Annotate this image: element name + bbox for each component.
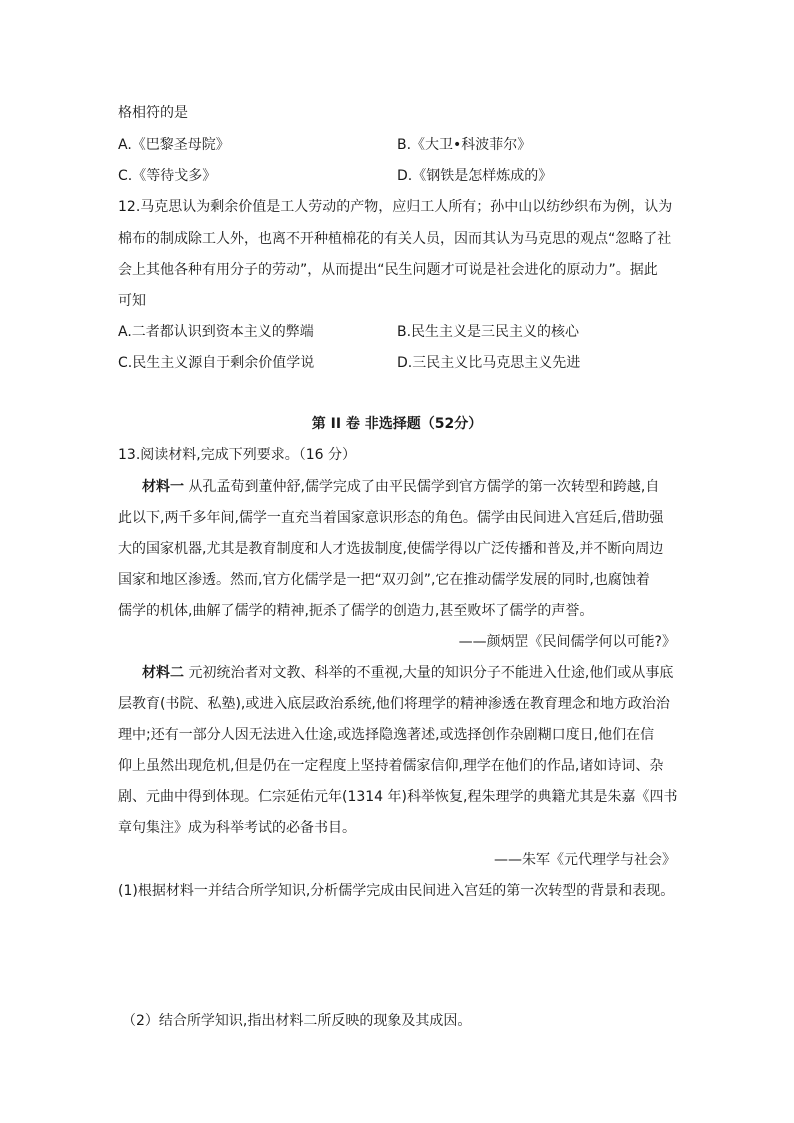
q13-material1-line: 儒学的机体,曲解了儒学的精神,扼杀了儒学的创造力,甚至败坏了儒学的声誉。 bbox=[118, 603, 594, 619]
material1-label: 材料一 bbox=[142, 479, 184, 495]
q11-option-c: C.《等待戈多》 bbox=[118, 168, 217, 184]
q13-stem: 13.阅读材料,完成下列要求。（16 分） bbox=[118, 447, 356, 463]
q12-line: 可知 bbox=[118, 293, 146, 309]
section-title: 第 II 卷 非选择题（52分） bbox=[311, 416, 483, 432]
q13-material2-line: 仰上虽然出现危机,但是仍在一定程度上坚持着儒家信仰,理学在他们的作品,诸如诗词、杂 bbox=[118, 758, 664, 774]
q13-material1-line: 大的国家机器,尤其是教育制度和人才选拔制度,使儒学得以广泛传播和普及,并不断向周边 bbox=[118, 541, 664, 557]
q13-material1-line: 此以下,两千多年间,儒学一直充当着国家意识形态的角色。儒学由民间进入宫廷后,借助强 bbox=[118, 510, 664, 526]
q13-material1-line: 国家和地区渗透。然而,官方化儒学是一把“双刃剑”,它在推动儒学发展的同时,也腐蚀着 bbox=[118, 572, 650, 588]
q12-option-d: D.三民主义比马克思主义先进 bbox=[397, 355, 581, 371]
q13-sub2: （2）结合所学知识,指出材料二所反映的现象及其成因。 bbox=[122, 1013, 472, 1029]
q12-line: 棉布的制成除工人外，也离不开种植棉花的有关人员，因而其认为马克思的观点“忽略了社 bbox=[118, 231, 672, 247]
q12-option-a: A.二者都认识到资本主义的弊端 bbox=[118, 324, 314, 340]
material2-citation: ——朱军《元代理学与社会》 bbox=[494, 852, 676, 868]
q11-option-d: D.《钢铁是怎样炼成的》 bbox=[397, 168, 553, 184]
q13-sub1: (1)根据材料一并结合所学知识,分析儒学完成由民间进入宫廷的第一次转型的背景和表现。 bbox=[118, 883, 675, 899]
q13-material1-line bbox=[142, 477, 659, 497]
q11-stem-tail: 格相符的是 bbox=[118, 105, 188, 121]
q13-material2-line: 理中;还有一部分人因无法进入仕途,或选择隐逸著述,或选择创作杂剧糊口度日,他们在信 bbox=[118, 727, 655, 743]
q13-material2-line bbox=[142, 663, 673, 683]
q11-option-b: B.《大卫•科波菲尔》 bbox=[397, 137, 532, 153]
q12-line: 会上其他各种有用分子的劳动”，从而提出“民生问题才可说是社会进化的原动力”。据此 bbox=[118, 262, 658, 278]
q13-material2-line: 剧、元曲中得到体现。仁宗延佑元年(1314 年)科举恢复,程朱理学的典籍尤其是朱嘉《四书 bbox=[118, 789, 678, 805]
q12-line: 12.马克思认为剩余价值是工人劳动的产物，应归工人所有；孙中山以纺纱织布为例，认为 bbox=[118, 199, 673, 215]
material2-label: 材料二 bbox=[142, 665, 184, 681]
material2-text: 元初统治者对文教、科举的不重视,大量的知识分子不能进入仕途,他们或从事底 bbox=[188, 665, 674, 681]
q13-material2-line: 章句集注》成为科举考试的必备书目。 bbox=[118, 820, 356, 836]
q12-option-b: B.民生主义是三民主义的核心 bbox=[397, 324, 580, 340]
material1-citation: ——颜炳罡《民间儒学何以可能?》 bbox=[458, 634, 676, 650]
q11-option-a: A.《巴黎圣母院》 bbox=[118, 137, 230, 153]
material1-text: 从孔孟荀到董仲舒,儒学完成了由平民儒学到官方儒学的第一次转型和跨越,自 bbox=[188, 479, 660, 495]
q13-material2-line: 层教育(书院、私塾),或进入底层政治系统,他们将理学的精神渗透在教育理念和地方政治治 bbox=[118, 696, 670, 712]
q12-option-c: C.民生主义源自于剩余价值学说 bbox=[118, 355, 315, 371]
